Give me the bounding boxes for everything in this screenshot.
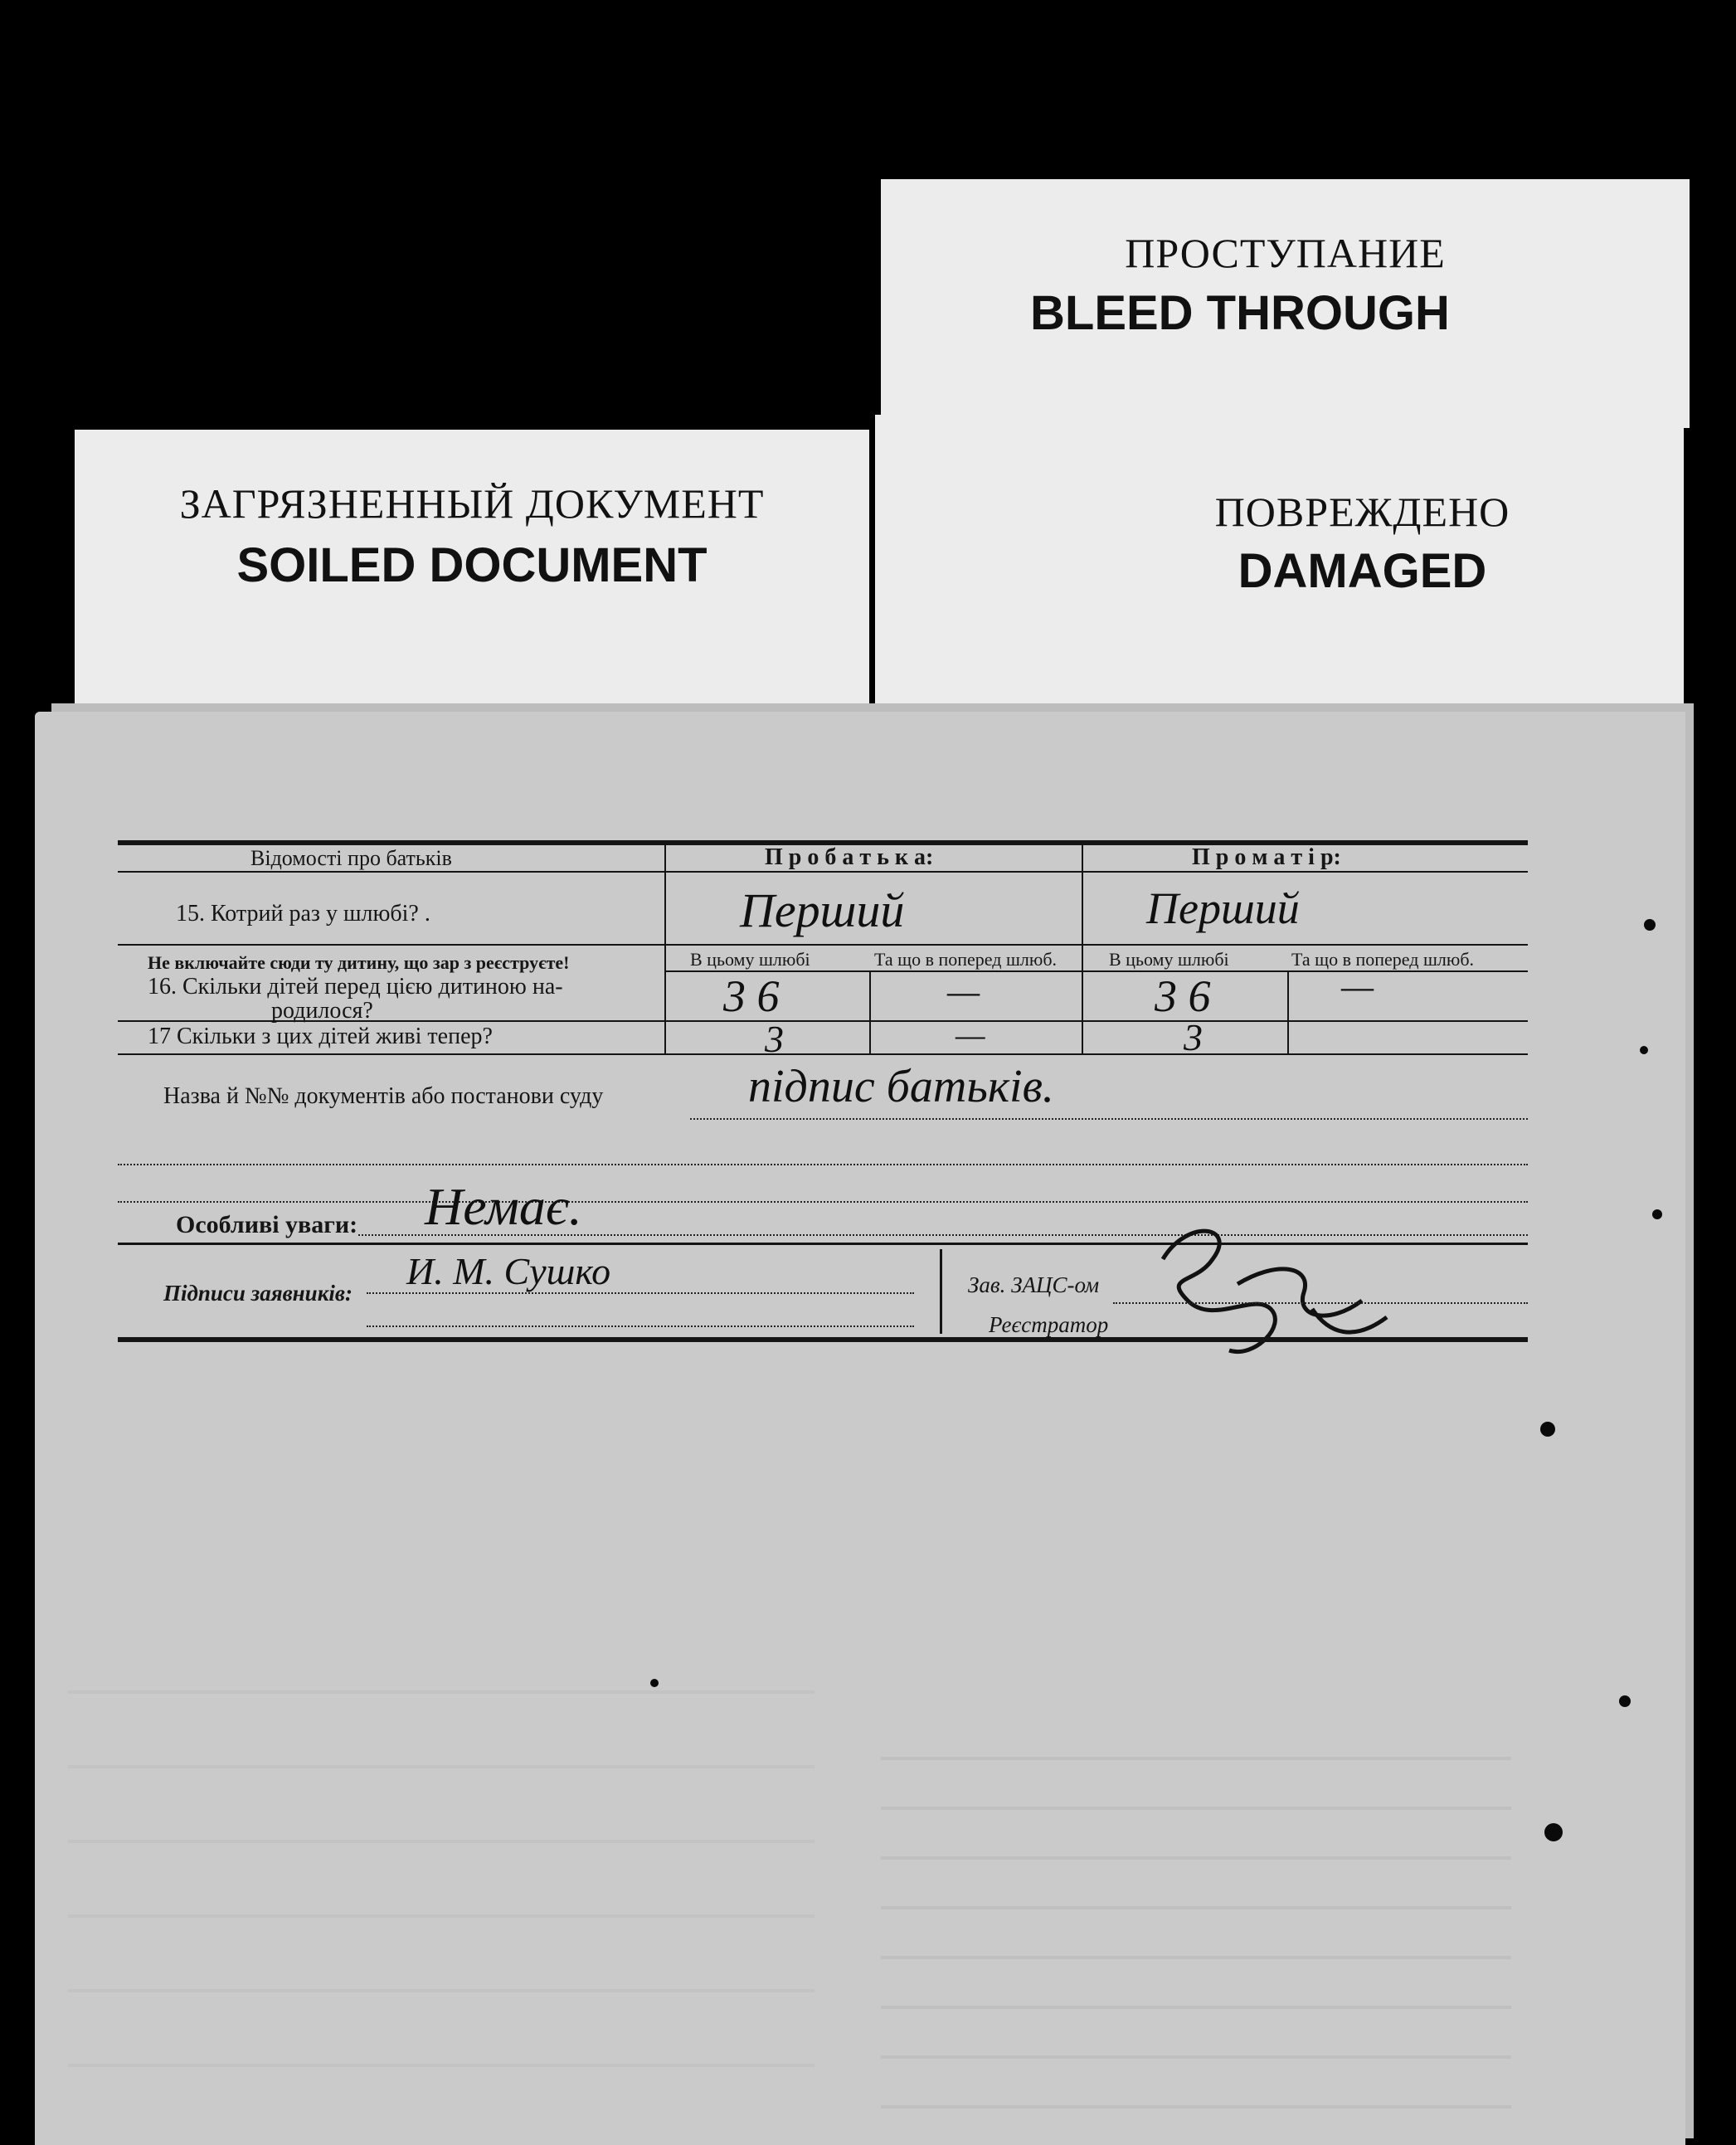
documents-label: Назва й №№ документів або постанови суду bbox=[163, 1083, 604, 1109]
remarks-label: Особливі уваги: bbox=[176, 1211, 358, 1238]
damage-spot bbox=[1540, 1422, 1555, 1437]
row16-label-b: родилося? bbox=[271, 998, 373, 1024]
bleed-through-card bbox=[881, 179, 1690, 428]
row15-father-value: Перший bbox=[740, 883, 905, 937]
registrar-label: Реєстратор bbox=[989, 1312, 1109, 1337]
head-of-registry-label: Зав. ЗАЦС-ом bbox=[968, 1272, 1100, 1297]
col-divider-father-sub bbox=[869, 970, 871, 1053]
row16-father-prev-value: — bbox=[947, 971, 980, 1012]
registration-form-page bbox=[35, 712, 1685, 2145]
damage-spot bbox=[1640, 1046, 1648, 1054]
bleed-through-texture-left bbox=[68, 1690, 815, 2122]
damage-spot bbox=[1652, 1209, 1662, 1219]
soiled-document-ru: ЗАГРЯЗНЕННЫЙ ДОКУМЕНТ bbox=[179, 480, 765, 527]
documents-dotted-line-2 bbox=[118, 1164, 1528, 1166]
signatures-dotted-line bbox=[367, 1292, 914, 1295]
signatures-dotted-line-2 bbox=[367, 1325, 914, 1328]
row16-mother-this-header: В цьому шлюбі bbox=[1109, 949, 1229, 970]
damage-spot bbox=[650, 1679, 659, 1687]
col-divider-mother bbox=[1082, 844, 1083, 1053]
official-signature bbox=[1113, 1209, 1428, 1375]
row16-mother-this-value: 3 6 bbox=[1155, 971, 1211, 1021]
documents-dotted-line bbox=[690, 1118, 1528, 1121]
row17-rule bbox=[118, 1053, 1528, 1055]
bleed-through-ru: ПРОСТУПАНИЕ bbox=[1125, 230, 1446, 276]
documents-value: підпис батьків. bbox=[748, 1061, 1054, 1112]
col-divider-father bbox=[664, 844, 666, 1053]
damage-spot bbox=[1619, 1695, 1631, 1707]
header-mother: П р о м а т і р: bbox=[1192, 844, 1341, 870]
soiled-document-card bbox=[75, 430, 869, 728]
row16-note: Не включайте сюди ту дитину, що зар з реєструєте! bbox=[148, 952, 570, 973]
damaged-ru: ПОВРЕЖДЕНО bbox=[1214, 489, 1510, 535]
damaged-card bbox=[875, 415, 1684, 713]
header-father: П р о б а т ь к а: bbox=[765, 844, 934, 870]
header-rule bbox=[118, 871, 1528, 873]
bleed-through-en: BLEED THROUGH bbox=[1030, 286, 1450, 340]
official-divider bbox=[940, 1249, 942, 1334]
signatures-value: И. М. Сушко bbox=[406, 1250, 611, 1292]
row16-father-this-value: 3 6 bbox=[723, 971, 780, 1021]
official-dotted-line bbox=[1113, 1302, 1528, 1305]
header-parents-info: Відомості про батьків bbox=[250, 846, 452, 870]
row16-mother-prev-value: — bbox=[1341, 966, 1374, 1007]
row16-label-a: 16. Скільки дітей перед цією дитиною на- bbox=[148, 974, 563, 1000]
damage-spot bbox=[1544, 1823, 1563, 1841]
documents-dotted-line-3 bbox=[118, 1201, 1528, 1204]
row16-father-prev-header: Та що в поперед шлюб. bbox=[874, 949, 1058, 970]
signatures-label: Підписи заявників: bbox=[163, 1281, 353, 1306]
row15-rule bbox=[118, 944, 1528, 946]
row17-father-prev-value: — bbox=[956, 1016, 985, 1053]
row17-mother-this-value: 3 bbox=[1184, 1016, 1203, 1058]
row16-father-this-header: В цьому шлюбі bbox=[690, 949, 810, 970]
soiled-document-en: SOILED DOCUMENT bbox=[236, 538, 708, 592]
row15-mother-value: Перший bbox=[1146, 883, 1300, 933]
bleed-through-texture bbox=[881, 1757, 1511, 2122]
damage-spot bbox=[1644, 919, 1656, 931]
remarks-value: Немає. bbox=[425, 1177, 582, 1236]
row17-father-this-value: 3 bbox=[765, 1018, 784, 1060]
row17-label: 17 Скільки з цих дітей живі тепер? bbox=[148, 1024, 493, 1049]
row15-label: 15. Котрий раз у шлюбі? . bbox=[176, 901, 430, 927]
table-bottom-rule bbox=[118, 1337, 1528, 1342]
col-divider-mother-sub bbox=[1287, 970, 1289, 1053]
subheader-rule bbox=[664, 970, 1528, 972]
row16-mother-prev-header: Та що в поперед шлюб. bbox=[1291, 949, 1475, 970]
damaged-en: DAMAGED bbox=[1238, 544, 1487, 598]
